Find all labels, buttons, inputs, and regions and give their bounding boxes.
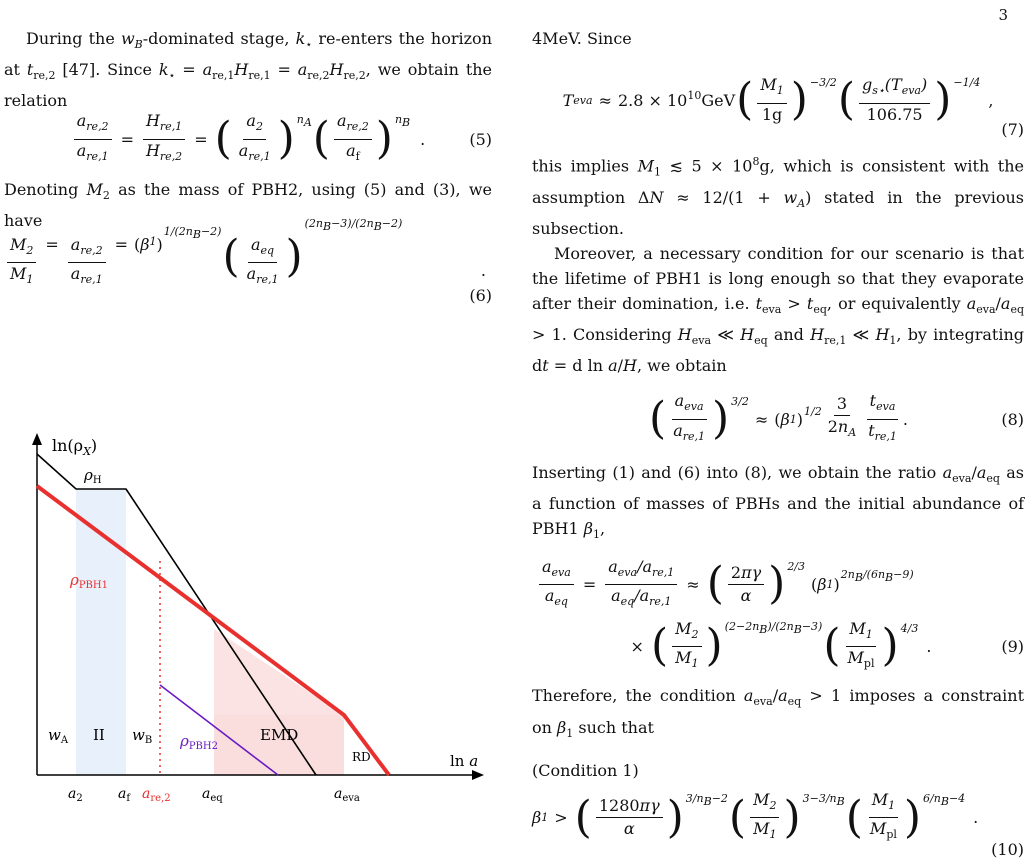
rho-pbh1-label: $\rho_{PBH1}$ xyxy=(70,571,108,591)
equation-9-line-1: $\frac{a_{eva}}{a_{eq}}$ = $\frac{a_{eva}/a_{re,1}}{a_{eq}/a_{re,1}}$ ≈ ( $\frac{2\pi\gamma}{\alpha}$ ) 2/3 ( β 1 ) $2n_B/(6n_B-9)$ xyxy=(532,553,1024,615)
equation-6-number: (6) xyxy=(469,286,492,305)
region-wb-label: $w_B$ xyxy=(132,726,153,746)
region-wa-label: $w_A$ xyxy=(48,726,69,746)
x-tick-a2: $a_2$ xyxy=(68,786,83,804)
equation-5-number: (5) xyxy=(469,129,492,149)
condition-label: (Condition 1) xyxy=(532,760,639,780)
region-emd-box xyxy=(214,715,344,775)
region-ii-label: II xyxy=(93,726,105,744)
equation-10-number: (10) xyxy=(991,839,1024,859)
y-axis-arrow xyxy=(32,433,42,445)
equation-8: ( $\frac{a_{eva}}{a_{re,1}}$ ) 3/2 ≈ ( β 1 ) 1/2 $\frac{3}{2n_A}$ $\frac{t_{eva}}{t_{re,1}}$ . (8) xyxy=(649,391,1024,445)
region-rd-label: RD xyxy=(352,750,371,764)
right-paragraph-5: Therefore, the condition $a_{eva}/a_{eq} > 1$ imposes a constraint on $\beta_1$ such that xyxy=(532,686,1024,740)
right-paragraph-4: Inserting (1) and (6) into (8), we obtain the ratio $a_{eva}/a_{eq}$ as a function of masses of PBHs and the initial abundance of PBH1 $\beta_1$, xyxy=(532,463,1024,542)
equation-7-number: (7) xyxy=(1001,120,1024,139)
x-tick-aeq: $a_{eq}$ xyxy=(202,786,223,804)
x-tick-are2: $a_{re,2}$ xyxy=(142,786,171,804)
x-axis-arrow xyxy=(472,770,484,780)
left-paragraph-2: Denoting $M_2$ as the mass of PBH2, using (5) and (3), we have xyxy=(4,180,492,231)
equation-10: β 1 > ( $\frac{1280\pi\gamma}{\alpha}$ ) $3/n_B-2$ ( $\frac{M_2}{M_1}$ ) $3-3/n_B$ ( $\frac{M_1}{M_{pl}}$ ) $6/n_B-4$ . (10) xyxy=(532,790,1024,859)
equation-7: T eva ≈ $2.8 \times 10^{10}GeV$ ( $\frac{M_1}{1g}$ ) −3/2 ( $\frac{g_{s⋆}(T_{eva})}{106.75}$ ) −1/4 , (7) xyxy=(562,74,1024,139)
page-number: 3 xyxy=(998,6,1008,24)
equation-9-number: (9) xyxy=(1001,636,1024,656)
y-axis-label: $\ln(\rho_X)$ xyxy=(52,436,98,458)
right-paragraph-1: 4MeV. Since xyxy=(532,29,632,48)
region-emd-label: EMD xyxy=(260,726,299,744)
right-paragraph-3: Moreover, a necessary condition for our scenario is that the lifetime of PBH1 is long enough so that they evaporate after their domination, i.e. $t_{eva} > t_{eq}$, or equivalently $a_{eva}/a_{eq} > 1$. Considering $H_{eva}$ ≪ $H_{eq}$ and $H_{re,1}$ ≪ $H_1$, by integrating dt = d ln a/H, we obtain xyxy=(532,243,1025,376)
figure-energy-density-diagram xyxy=(4,411,492,811)
x-axis-label: ln a xyxy=(450,752,479,770)
rho-h-label: $\rho_H$ xyxy=(84,466,102,486)
x-tick-aeva: $a_{eva}$ xyxy=(334,786,360,804)
rho-pbh2-label: $\rho_{PBH2}$ xyxy=(180,732,218,752)
equation-9-line-2: × ( $\frac{M_2}{M_1}$ ) $(2-2n_B)/(2n_B-3)$ ( $\frac{M_1}{M_{pl}}$ ) 4/3 . (9) xyxy=(630,618,1024,672)
equation-5: $\frac{a_{re,2}}{a_{re,1}}$ = $\frac{H_{re,1}}{H_{re,2}}$ = ( $\frac{a_2}{a_{re,1}}$ ) $n_A$ ( $\frac{a_{re,2}}{a_f}$ ) $n_B$ . (5) xyxy=(4,105,492,173)
left-paragraph-1: During the $w_B$-dominated stage, $k_⋆$ re-enters the horizon at $t_{re,2}$ [47]. Since $k_⋆ = a_{re,1}H_{re,1} = a_{re,2}H_{re,2}$, we obtain the relation xyxy=(4,29,493,111)
right-paragraph-2: this implies $M_1$ ≲ $5 \times 10^8g$, which is consistent with the assumption $\Delta N \approx 12/(1 + w_A)$ stated in the previous subsection. xyxy=(532,155,1025,238)
equation-6: $\frac{M_2}{M_1}$ = $\frac{a_{re,2}}{a_{re,1}}$ = ( β 1 ) $1/(2n_B-2)$ ( $\frac{a_{eq}}{a_{re,1}}$ ) $(2n_B-3)/(2n_B-2)$ . (6) xyxy=(4,227,492,319)
equation-8-number: (8) xyxy=(1001,409,1024,429)
right-column xyxy=(532,26,1025,859)
left-column xyxy=(4,26,493,804)
x-tick-af: $a_f$ xyxy=(118,786,131,804)
